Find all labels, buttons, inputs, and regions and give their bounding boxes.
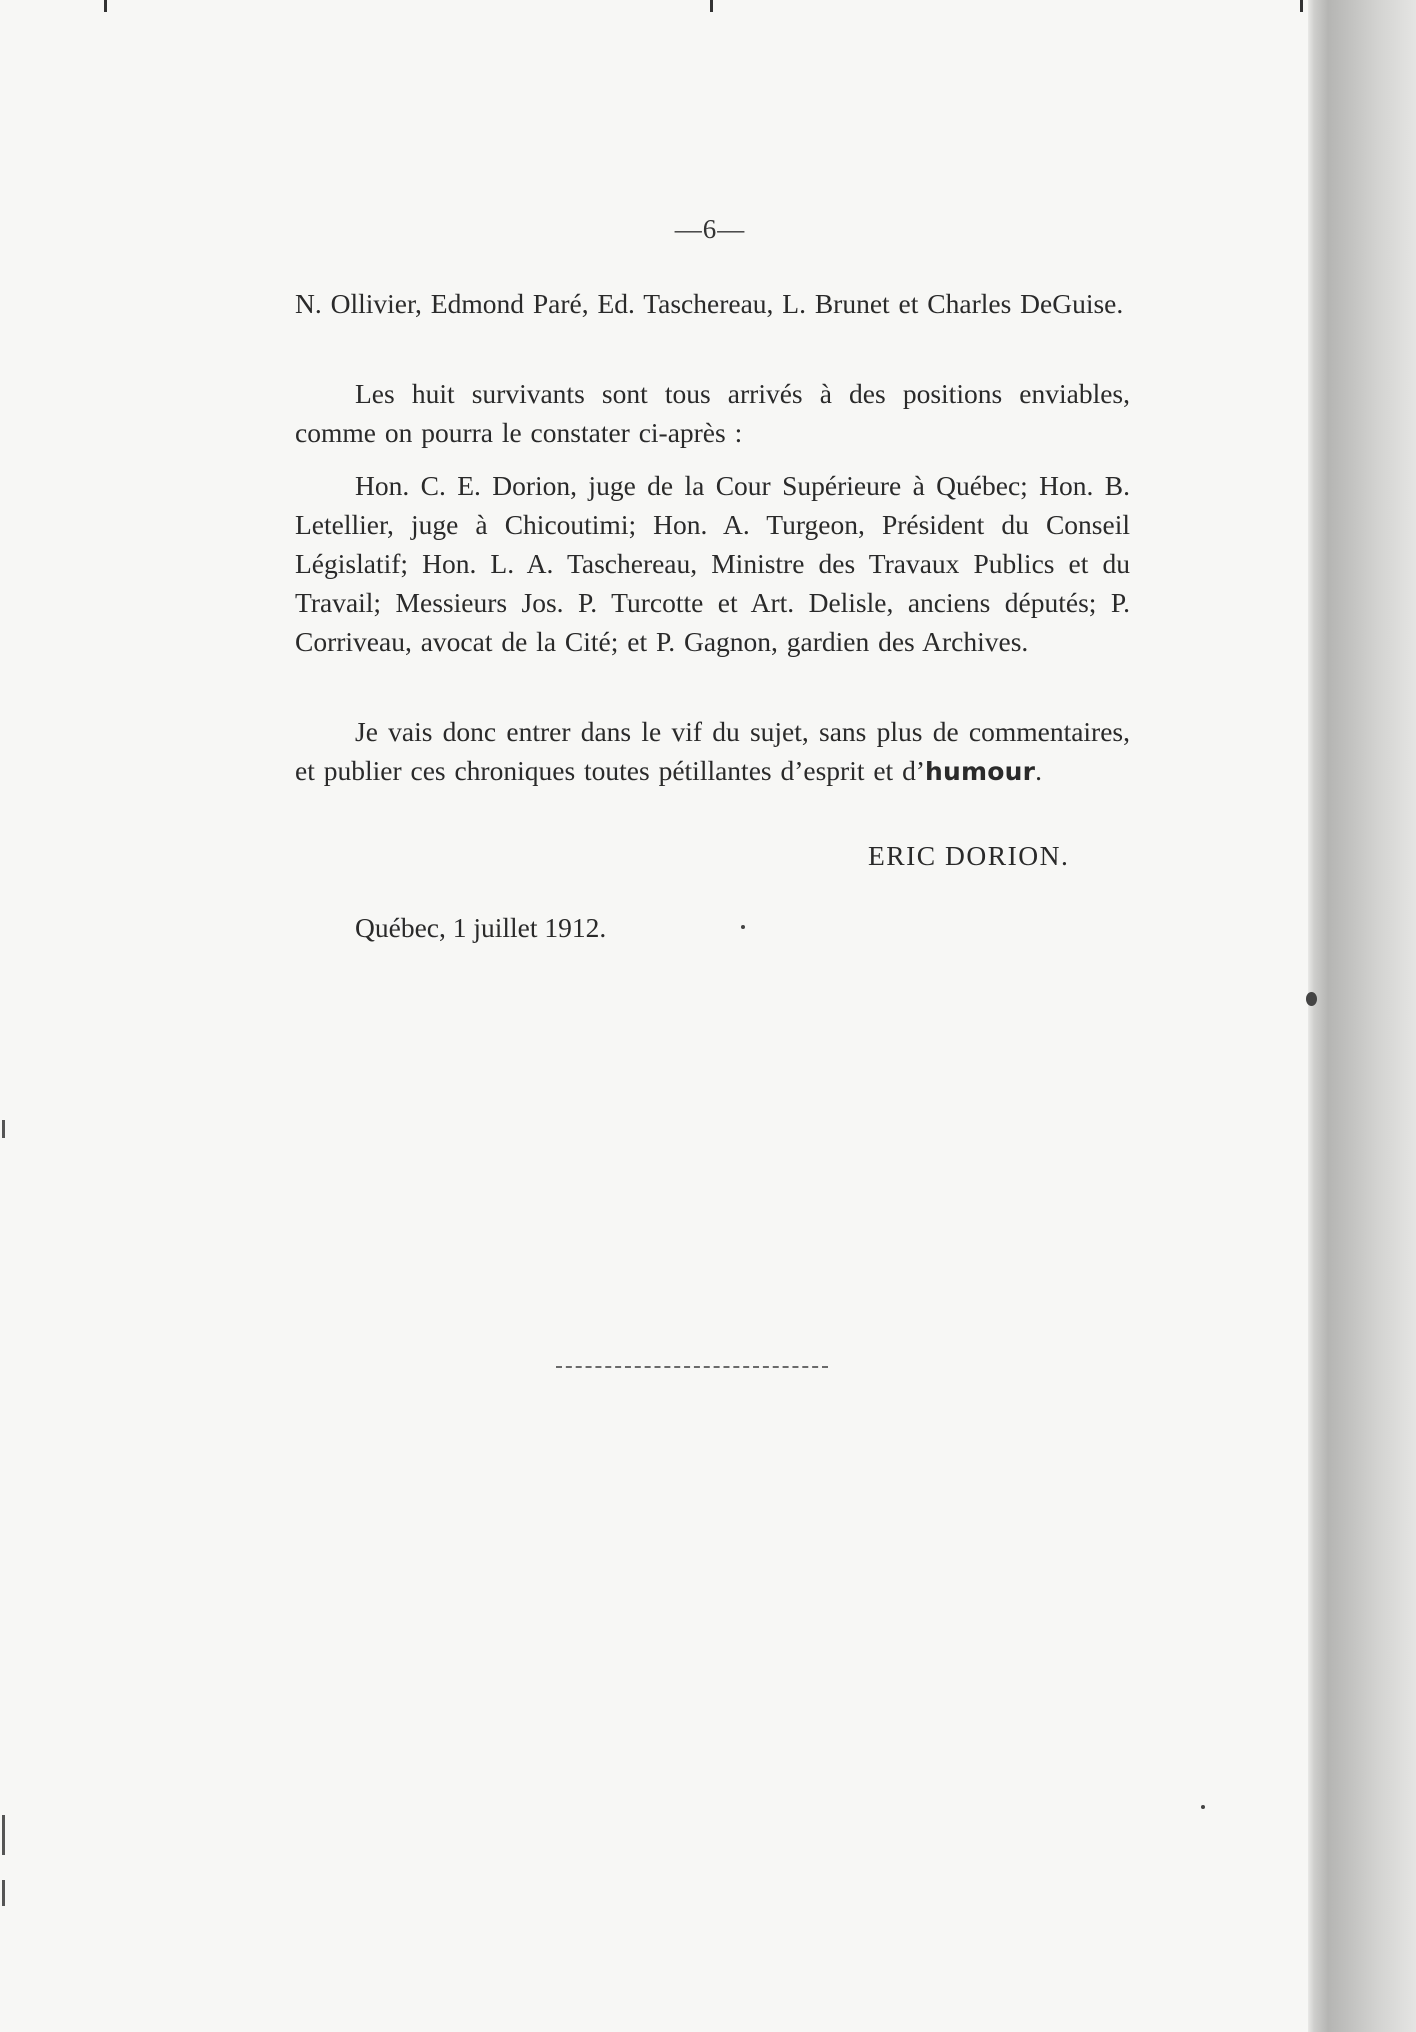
paragraph-survivors [295, 374, 1130, 452]
closing-period: . [1035, 755, 1043, 786]
paragraph-closing [295, 712, 1130, 791]
author-signature: ERIC DORION. [868, 840, 1070, 871]
paragraph-names-continued [295, 284, 1130, 323]
paragraph-text: Hon. C. E. Dorion, juge de la Cour Supérieure à Québec; Hon. B. Letellier, juge à Chicoutimi; Hon. A. Turgeon, Président du Conseil Législatif; Hon. L. A. Taschereau, Ministre des Travaux Publics et du Travail; Messieurs Jos. P. Turcotte et Art. Delisle, anciens députés; P. Corriveau, avocat de la Cité; et P. Gagnon, gardien des Archives. [295, 470, 1130, 657]
dateline: Québec, 1 juillet 1912. [355, 912, 607, 943]
scanner-bed-edge [1308, 0, 1416, 2032]
section-end-rule [556, 1366, 828, 1368]
paragraph-text [295, 712, 1130, 791]
paragraph-text: Les huit survivants sont tous arrivés à des positions enviables, comme on pourra le constater ci-après : [295, 378, 1130, 448]
paragraph-list-of-survivors [295, 466, 1130, 661]
closing-text: Je vais donc entrer dans le vif du sujet, sans plus de commentaires, et publier ces chroniques toutes pétillantes d’esprit et d’ [295, 716, 1130, 786]
page-number: —6— [674, 214, 746, 244]
emphasis-humour: humour [924, 757, 1036, 786]
ink-speck [1306, 992, 1317, 1006]
paragraph-text: N. Ollivier, Edmond Paré, Ed. Taschereau, L. Brunet et Charles DeGuise. [295, 288, 1124, 319]
